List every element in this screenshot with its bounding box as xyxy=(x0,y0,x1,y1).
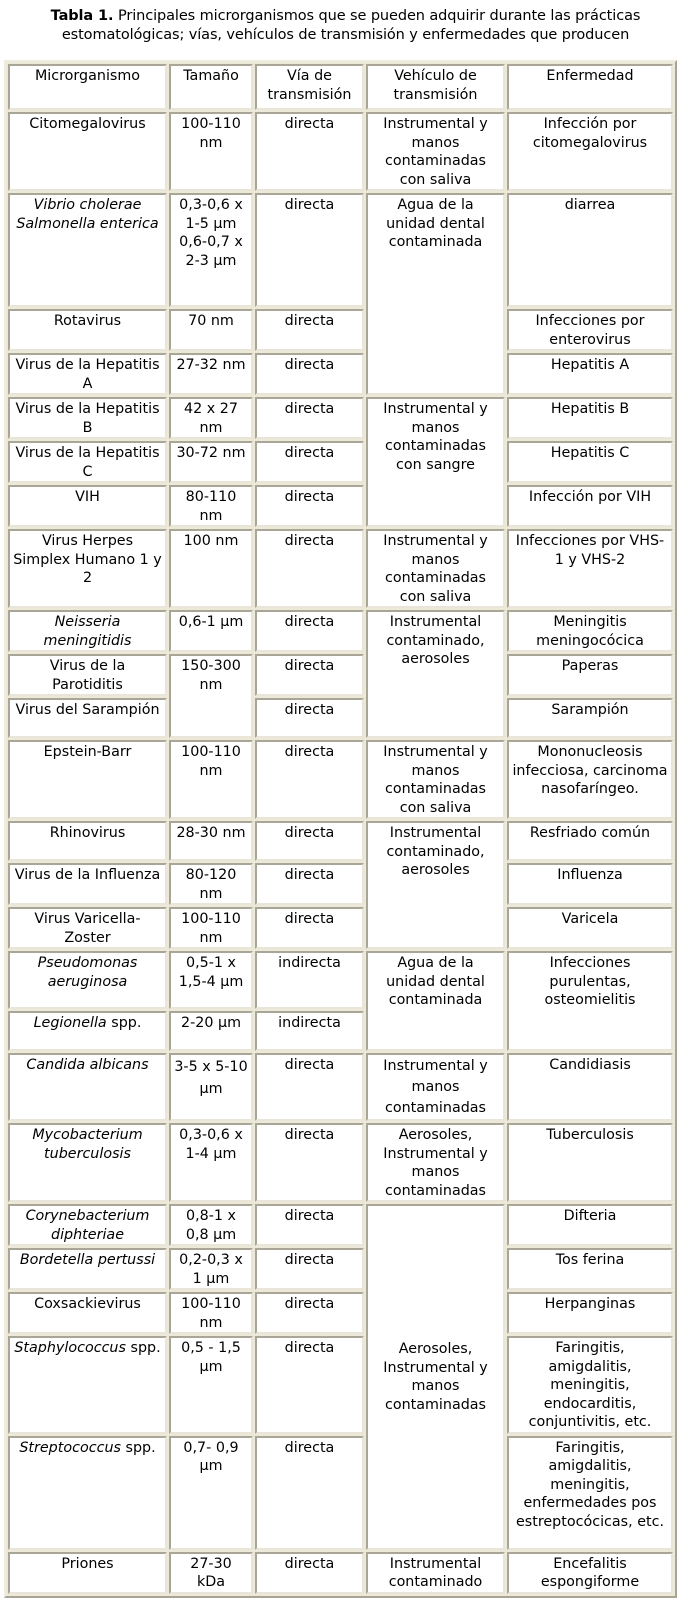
cell-vehicle: Instrumental y manos contaminadas xyxy=(366,1053,505,1121)
cell-disease: Sarampión xyxy=(507,698,673,738)
cell-route: directa xyxy=(255,529,364,608)
cell-route: directa xyxy=(255,1053,364,1121)
cell-size: 0,7- 0,9 µm xyxy=(169,1436,253,1550)
cell-route: indirecta xyxy=(255,1011,364,1051)
cell-size: 100 nm xyxy=(169,529,253,608)
cell-disease: Tos ferina xyxy=(507,1248,673,1290)
organism-suffix: spp. xyxy=(106,1015,142,1031)
cell-disease: Meningitis meningocócica xyxy=(507,610,673,652)
header-vehiculo-transmision: Vehículo de transmisión xyxy=(366,64,505,110)
cell-disease: Tuberculosis xyxy=(507,1123,673,1202)
cell-size: 80-120 nm xyxy=(169,863,253,905)
cell-disease: Herpanginas xyxy=(507,1292,673,1334)
cell-route: directa xyxy=(255,1436,364,1550)
cell-vehicle: Instrumental contaminado, aerosoles xyxy=(366,610,505,738)
cell-route: directa xyxy=(255,1552,364,1594)
header-microorganismo: Microrganismo xyxy=(8,64,167,110)
cell-organism: Virus Herpes Simplex Humano 1 y 2 xyxy=(8,529,167,608)
cell-route: directa xyxy=(255,1123,364,1202)
table-caption xyxy=(6,0,685,45)
cell-organism xyxy=(8,1436,167,1550)
cell-size: 0,3-0,6 x 1-5 µm 0,6-0,7 x 2-3 µm xyxy=(169,193,253,307)
cell-size: 100-110 nm xyxy=(169,1292,253,1334)
cell-route: directa xyxy=(255,907,364,949)
header-tamano: Tamaño xyxy=(169,64,253,110)
cell-organism: Virus de la Influenza xyxy=(8,863,167,905)
cell-organism: Corynebacterium diphteriae xyxy=(8,1204,167,1246)
cell-organism: Virus del Sarampión xyxy=(8,698,167,738)
table-row xyxy=(8,485,673,527)
cell-disease: Encefalitis espongiforme xyxy=(507,1552,673,1594)
cell-size: 30-72 nm xyxy=(169,441,253,483)
cell-organism xyxy=(8,1336,167,1434)
cell-size: 2-20 µm xyxy=(169,1011,253,1051)
cell-organism: Epstein-Barr xyxy=(8,740,167,819)
cell-organism: Rhinovirus xyxy=(8,821,167,861)
cell-size: 0,3-0,6 x 1-4 µm xyxy=(169,1123,253,1202)
cell-disease: Infección por VIH xyxy=(507,485,673,527)
cell-vehicle: Instrumental y manos contaminadas con saliva xyxy=(366,529,505,608)
cell-size: 150-300 nm xyxy=(169,654,253,738)
table-row xyxy=(8,441,673,483)
table-row xyxy=(8,740,673,819)
table-row xyxy=(8,1552,673,1594)
cell-organism: Virus de la Parotiditis xyxy=(8,654,167,696)
cell-size: 0,8-1 x 0,8 µm xyxy=(169,1204,253,1246)
cell-size: 42 x 27 nm xyxy=(169,397,253,439)
cell-disease: Candidiasis xyxy=(507,1053,673,1121)
cell-organism: Priones xyxy=(8,1552,167,1594)
cell-route: directa xyxy=(255,654,364,696)
table-row xyxy=(8,1292,673,1334)
table-row xyxy=(8,397,673,439)
table-row xyxy=(8,1123,673,1202)
cell-disease: Infecciones purulentas, osteomielitis xyxy=(507,951,673,1051)
cell-route: directa xyxy=(255,112,364,191)
cell-organism: Virus de la Hepatitis B xyxy=(8,397,167,439)
cell-vehicle: Agua de la unidad dental contaminada xyxy=(366,193,505,395)
cell-vehicle: Aerosoles, Instrumental y manos contaminadas xyxy=(366,1204,505,1550)
cell-route: directa xyxy=(255,485,364,527)
cell-organism: Citomegalovirus xyxy=(8,112,167,191)
cell-disease: Difteria xyxy=(507,1204,673,1246)
cell-size: 0,5 - 1,5 µm xyxy=(169,1336,253,1434)
cell-size: 100-110 nm xyxy=(169,112,253,191)
table-row xyxy=(8,863,673,905)
table-row xyxy=(8,610,673,652)
cell-vehicle: Instrumental y manos contaminadas con saliva xyxy=(366,740,505,819)
cell-disease: Infección por citomegalovirus xyxy=(507,112,673,191)
cell-vehicle: Agua de la unidad dental contaminada xyxy=(366,951,505,1051)
table-header-row xyxy=(8,64,673,110)
cell-organism: Candida albicans xyxy=(8,1053,167,1121)
cell-organism: Coxsackievirus xyxy=(8,1292,167,1334)
cell-size: 27-30 kDa xyxy=(169,1552,253,1594)
table-row xyxy=(8,353,673,395)
table-row xyxy=(8,698,673,738)
cell-size: 3-5 x 5-10 µm xyxy=(169,1053,253,1121)
table-caption-text: Principales microrganismos que se pueden adquirir durante las prácticas estomatológicas; vías, vehículos de transmisión y enfermedades que producen xyxy=(61,8,641,43)
cell-vehicle: Aerosoles, Instrumental y manos contaminadas xyxy=(366,1123,505,1202)
cell-disease: Influenza xyxy=(507,863,673,905)
cell-route: directa xyxy=(255,193,364,307)
cell-organism: Virus Varicella-Zoster xyxy=(8,907,167,949)
table-row xyxy=(8,1436,673,1550)
cell-size: 70 nm xyxy=(169,309,253,351)
cell-organism xyxy=(8,1011,167,1051)
cell-organism: VIH xyxy=(8,485,167,527)
cell-size: 0,6-1 µm xyxy=(169,610,253,652)
cell-disease: Infecciones por VHS-1 y VHS-2 xyxy=(507,529,673,608)
cell-route: directa xyxy=(255,1292,364,1334)
cell-route: directa xyxy=(255,441,364,483)
cell-size: 80-110 nm xyxy=(169,485,253,527)
cell-size: 100-110 nm xyxy=(169,907,253,949)
organism-genus: Streptococcus xyxy=(19,1439,121,1456)
cell-route: directa xyxy=(255,698,364,738)
cell-vehicle: Instrumental contaminado xyxy=(366,1552,505,1594)
header-enfermedad: Enfermedad xyxy=(507,64,673,110)
table-row xyxy=(8,1336,673,1434)
cell-size: 0,5-1 x 1,5-4 µm xyxy=(169,951,253,1009)
cell-disease: Infecciones por enterovirus xyxy=(507,309,673,351)
cell-size: 0,2-0,3 x 1 µm xyxy=(169,1248,253,1290)
table-row xyxy=(8,1248,673,1290)
header-via-transmision: Vía de transmisión xyxy=(255,64,364,110)
table-row xyxy=(8,951,673,1009)
table-row xyxy=(8,529,673,608)
table-row xyxy=(8,821,673,861)
cell-size: 100-110 nm xyxy=(169,740,253,819)
cell-vehicle: Instrumental y manos contaminadas con sangre xyxy=(366,397,505,527)
cell-route: directa xyxy=(255,353,364,395)
cell-route: directa xyxy=(255,1204,364,1246)
organism-suffix: spp. xyxy=(125,1340,161,1356)
cell-route: directa xyxy=(255,821,364,861)
cell-disease: Faringitis, amigdalitis, meningitis, endocarditis, conjuntivitis, etc. xyxy=(507,1336,673,1434)
cell-vehicle: Instrumental contaminado, aerosoles xyxy=(366,821,505,949)
organism-genus: Staphylococcus xyxy=(14,1340,126,1356)
cell-organism: Virus de la Hepatitis C xyxy=(8,441,167,483)
table-row xyxy=(8,1053,673,1121)
cell-organism: Bordetella pertussi xyxy=(8,1248,167,1290)
cell-route: directa xyxy=(255,1248,364,1290)
cell-organism: Pseudomonas aeruginosa xyxy=(8,951,167,1009)
cell-disease: Paperas xyxy=(507,654,673,696)
cell-organism: Vibrio cholerae Salmonella enterica xyxy=(8,193,167,307)
cell-organism: Rotavirus xyxy=(8,309,167,351)
cell-size: 27-32 nm xyxy=(169,353,253,395)
cell-disease: Hepatitis A xyxy=(507,353,673,395)
table-row xyxy=(8,654,673,696)
cell-route: directa xyxy=(255,863,364,905)
cell-route: directa xyxy=(255,1336,364,1434)
cell-disease: Hepatitis C xyxy=(507,441,673,483)
organism-suffix: spp. xyxy=(120,1439,156,1456)
table-row xyxy=(8,112,673,191)
cell-route: directa xyxy=(255,397,364,439)
cell-organism: Neisseria meningitidis xyxy=(8,610,167,652)
cell-route: directa xyxy=(255,610,364,652)
cell-disease: Hepatitis B xyxy=(507,397,673,439)
cell-route: directa xyxy=(255,740,364,819)
cell-size: 28-30 nm xyxy=(169,821,253,861)
cell-disease: diarrea xyxy=(507,193,673,307)
table-caption-label: Tabla 1. xyxy=(50,8,114,24)
cell-disease: Resfriado común xyxy=(507,821,673,861)
organism-genus: Legionella xyxy=(33,1015,107,1031)
cell-organism: Virus de la Hepatitis A xyxy=(8,353,167,395)
cell-vehicle: Instrumental y manos contaminadas con saliva xyxy=(366,112,505,191)
cell-route: indirecta xyxy=(255,951,364,1009)
cell-route: directa xyxy=(255,309,364,351)
microorganisms-table xyxy=(4,60,677,1598)
cell-disease: Varicela xyxy=(507,907,673,949)
table-row xyxy=(8,309,673,351)
table-row xyxy=(8,907,673,949)
table-row xyxy=(8,1204,673,1246)
cell-organism: Mycobacterium tuberculosis xyxy=(8,1123,167,1202)
table-row xyxy=(8,193,673,307)
cell-disease: Faringitis, amigdalitis, meningitis, enfermedades pos estreptocócicas, etc. xyxy=(507,1436,673,1550)
cell-disease: Mononucleosis infecciosa, carcinoma nasofaríngeo. xyxy=(507,740,673,819)
